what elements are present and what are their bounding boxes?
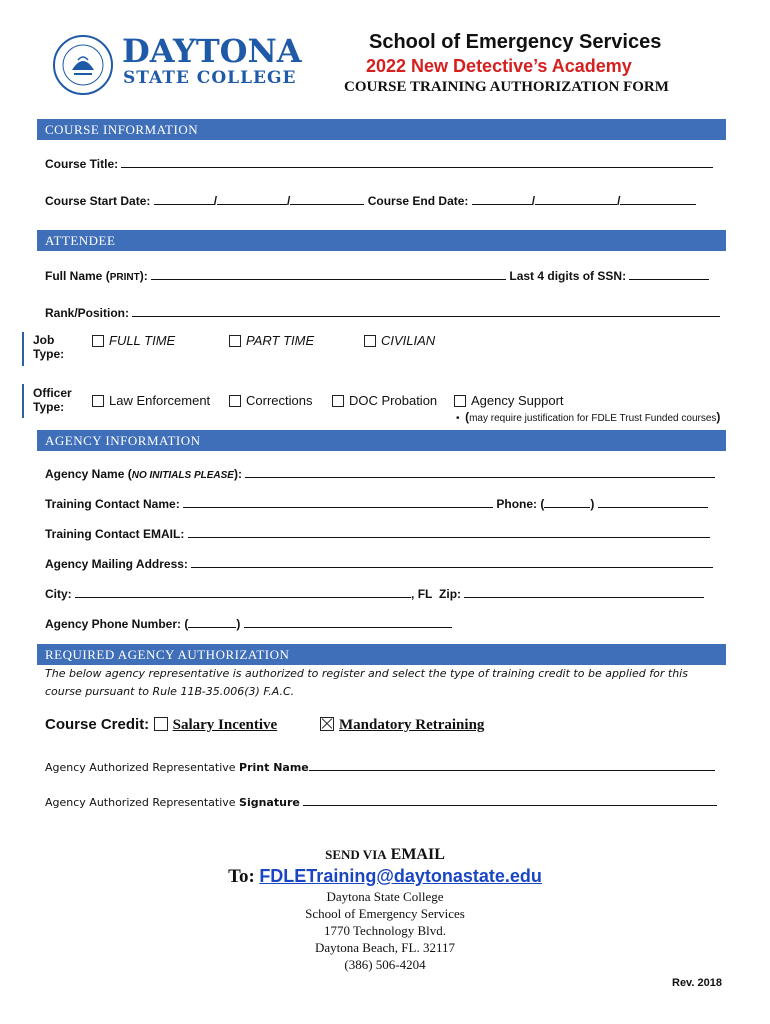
doc-probation-label: DOC Probation	[349, 393, 438, 408]
training-contact-label: Training Contact Name:	[45, 497, 180, 511]
full-time-label: FULL TIME	[109, 333, 176, 348]
no-initials-note: NO INITIALS PLEASE	[131, 470, 234, 481]
city-label: City:	[45, 587, 72, 601]
phone-number-field[interactable]	[598, 495, 708, 508]
print-label: PRINT	[109, 272, 140, 283]
authorization-statement: The below agency representative is authorized to register and select the type of training credit to be applied for this course pursuant to Rule 11B-35.006(3) F.A.C.	[45, 667, 688, 698]
address-line: Daytona Beach, FL. 32117	[315, 940, 455, 955]
page-title: School of Emergency Services	[369, 31, 662, 53]
full-name-row: Full Name (PRINT): Last 4 digits of SSN:	[45, 267, 709, 283]
agency-support-label: Agency Support	[471, 393, 564, 408]
training-contact-row: Training Contact Name: Phone: ( )	[45, 495, 708, 511]
course-title-label: Course Title:	[45, 157, 119, 171]
address-line: Daytona State College	[326, 889, 444, 904]
part-time-checkbox[interactable]	[229, 335, 241, 347]
agency-phone-row: Agency Phone Number: ( )	[45, 615, 452, 631]
college-seal-icon	[52, 34, 114, 96]
course-credit-label: Course Credit:	[45, 716, 150, 733]
college-logo	[52, 34, 302, 96]
contact-email-field[interactable]	[188, 525, 710, 538]
address-line: (386) 506-4204	[344, 957, 426, 972]
agency-phone-label: Agency Phone Number:	[45, 617, 182, 631]
job-type-marker	[22, 332, 24, 366]
state-label: FL	[417, 587, 433, 601]
section-required-agency-authorization: REQUIRED AGENCY AUTHORIZATION	[37, 644, 726, 665]
mandatory-retraining-checkbox[interactable]	[320, 717, 334, 731]
college-address	[0, 888, 770, 973]
salary-incentive-checkbox[interactable]	[154, 717, 168, 731]
job-option-civilian[interactable]	[364, 333, 435, 348]
full-name-field[interactable]	[151, 267, 506, 280]
civilian-label: CIVILIAN	[381, 333, 436, 348]
print-name-row	[45, 758, 715, 774]
agency-name-field[interactable]	[245, 465, 715, 478]
officer-option-corrections[interactable]	[229, 393, 312, 408]
job-option-full-time[interactable]	[92, 333, 175, 348]
agency-support-note: • (may require justification for FDLE Trust Funded courses)	[456, 410, 721, 424]
address-line: School of Emergency Services	[305, 906, 465, 921]
rep-print-name-field[interactable]	[309, 758, 715, 771]
doc-probation-checkbox[interactable]	[332, 395, 344, 407]
salary-incentive-label: Salary Incentive	[172, 717, 278, 733]
agency-name-row: Agency Name (NO INITIALS PLEASE):	[45, 465, 715, 481]
signature-prefix: Agency Authorized Representative	[45, 796, 236, 809]
phone-area-field[interactable]	[544, 495, 590, 508]
city-field[interactable]	[75, 585, 411, 598]
start-year-field[interactable]	[290, 192, 364, 205]
course-start-date-label: Course Start Date:	[45, 194, 151, 208]
job-type-label: Job Type:	[33, 333, 65, 361]
rank-label: Rank/Position	[45, 306, 126, 320]
end-year-field[interactable]	[620, 192, 696, 205]
end-month-field[interactable]	[472, 192, 532, 205]
agency-phone-number-field[interactable]	[244, 615, 452, 628]
agency-phone-area-field[interactable]	[188, 615, 236, 628]
full-name-label: Full Name	[45, 269, 103, 283]
rank-row: Rank/Position:	[45, 304, 720, 320]
logo-main-text: DAYTONA	[122, 32, 302, 70]
job-option-part-time[interactable]	[229, 333, 314, 348]
page-subtitle: 2022 New Detective’s Academy	[366, 56, 632, 76]
start-month-field[interactable]	[154, 192, 214, 205]
send-via-line	[0, 846, 770, 864]
contact-email-label: Training Contact EMAIL:	[45, 527, 185, 541]
section-agency-information: AGENCY INFORMATION	[37, 430, 726, 451]
full-time-checkbox[interactable]	[92, 335, 104, 347]
officer-option-doc-probation[interactable]	[332, 393, 437, 408]
submission-email-link[interactable]: FDLETraining@daytonastate.edu	[259, 866, 542, 886]
to-email-line	[0, 866, 770, 888]
phone-label: Phone:	[496, 497, 538, 511]
revision-label: Rev. 2018	[672, 977, 722, 989]
signature-row	[45, 793, 717, 809]
corrections-label: Corrections	[246, 393, 313, 408]
mandatory-retraining-option[interactable]	[320, 716, 484, 734]
ssn-label: Last 4 digits of SSN	[509, 269, 623, 283]
rep-signature-field[interactable]	[303, 793, 717, 806]
form-name: COURSE TRAINING AUTHORIZATION FORM	[344, 79, 669, 95]
part-time-label: PART TIME	[246, 333, 315, 348]
print-name-label: Print Name	[239, 761, 309, 774]
course-title-row	[45, 155, 713, 171]
agency-name-label: Agency Name	[45, 467, 125, 481]
civilian-checkbox[interactable]	[364, 335, 376, 347]
course-end-date-label: Course End Date:	[367, 194, 469, 208]
section-course-information: COURSE INFORMATION	[37, 119, 726, 140]
signature-label: Signature	[239, 796, 300, 809]
training-contact-field[interactable]	[183, 495, 493, 508]
course-title-field[interactable]	[121, 155, 713, 168]
address-line: 1770 Technology Blvd.	[324, 923, 446, 938]
section-attendee: ATTENDEE	[37, 230, 726, 251]
contact-email-row	[45, 525, 710, 541]
agency-support-checkbox[interactable]	[454, 395, 466, 407]
corrections-checkbox[interactable]	[229, 395, 241, 407]
mailing-address-row	[45, 555, 713, 571]
bullet-icon: •	[456, 413, 460, 424]
rank-field[interactable]	[132, 304, 720, 317]
officer-type-label: Officer Type:	[33, 386, 72, 414]
print-name-prefix: Agency Authorized Representative	[45, 761, 236, 774]
mailing-address-field[interactable]	[191, 555, 713, 568]
start-day-field[interactable]	[217, 192, 287, 205]
course-credit-row	[45, 716, 277, 734]
ssn-field[interactable]	[629, 267, 709, 280]
law-enforcement-checkbox[interactable]	[92, 395, 104, 407]
course-dates-row: Course Start Date: / / Course End Date: / /	[45, 192, 696, 208]
agency-support-note-text: may require justification for FDLE Trust Funded courses	[469, 413, 717, 424]
officer-type-marker	[22, 384, 24, 418]
email-word: EMAIL	[390, 846, 445, 863]
mandatory-retraining-label: Mandatory Retraining	[339, 717, 485, 733]
zip-label: Zip:	[439, 587, 462, 601]
mailing-address-label: Agency Mailing Address:	[45, 557, 188, 571]
city-row: City: , FL Zip:	[45, 585, 704, 601]
officer-option-agency-support[interactable]	[454, 393, 564, 408]
officer-option-law-enforcement[interactable]	[92, 393, 210, 408]
zip-field[interactable]	[464, 585, 704, 598]
end-day-field[interactable]	[535, 192, 617, 205]
to-label: To:	[228, 866, 255, 887]
law-enforcement-label: Law Enforcement	[109, 393, 211, 408]
send-via-label: SEND VIA	[325, 847, 387, 862]
logo-sub-text: STATE COLLEGE	[123, 68, 297, 88]
